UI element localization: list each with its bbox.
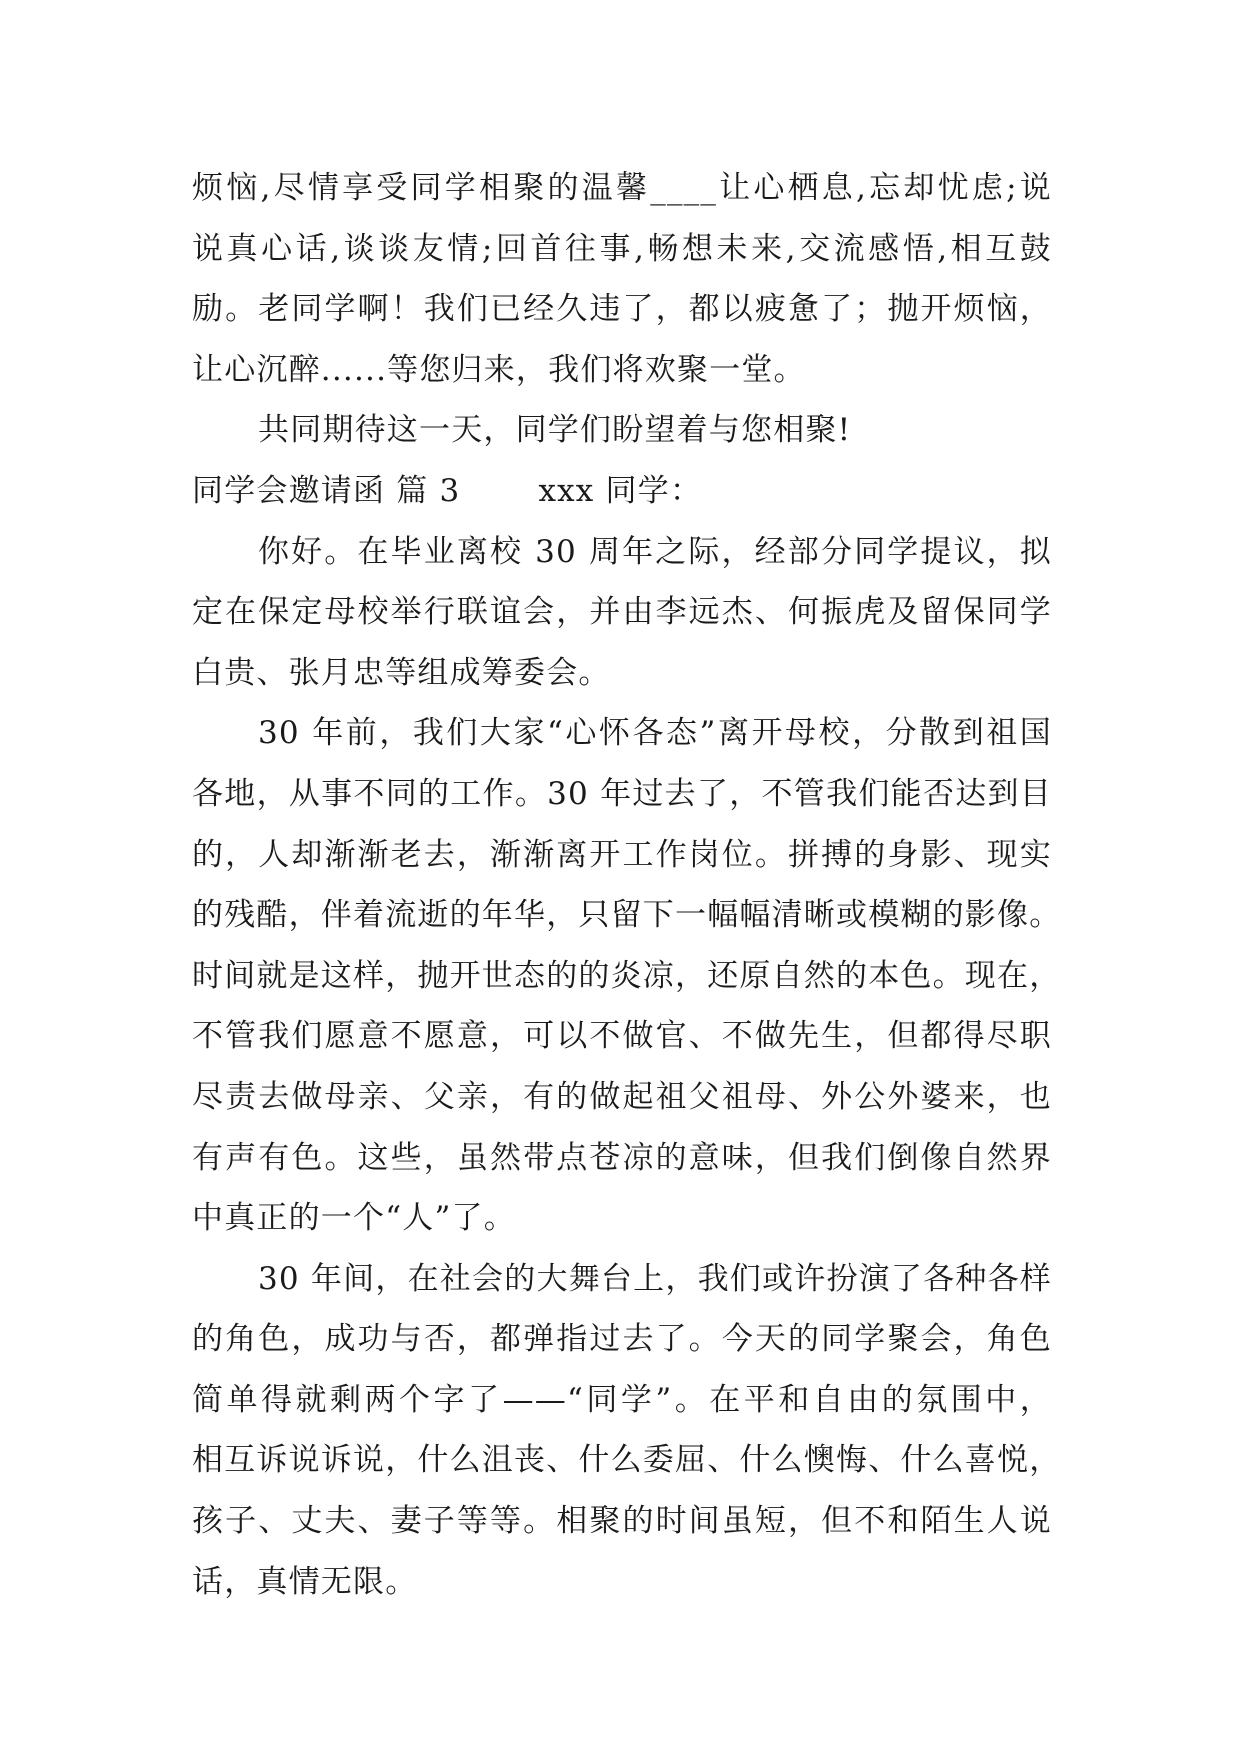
text-line: 30 年前，我们大家“心怀各态”离开母校，分散到祖国 <box>258 715 1052 752</box>
text-line: 的残酷，伴着流逝的年华，只留下一幅幅清晰或模糊的影像。 <box>192 897 1062 934</box>
text-line: 烦恼,尽情享受同学相聚的温馨____让心栖息,忘却忧虑;说 <box>192 170 1052 206</box>
text-line: 简单得就剩两个字了——“同学”。在平和自由的氛围中， <box>192 1381 1052 1418</box>
text-line: 时间就是这样，抛开世态的的炎凉，还原自然的本色。现在， <box>192 957 1062 994</box>
text-line: 你好。在毕业离校 30 周年之际，经部分同学提议，拟 <box>258 533 1052 570</box>
paragraph-closing-previous <box>192 158 1052 400</box>
paragraph-greeting <box>192 522 1052 704</box>
text-line: 共同期待这一天，同学们盼望着与您相聚! <box>258 412 852 449</box>
document-body <box>192 158 1062 1612</box>
paragraph-thirty-years-ago <box>192 703 1062 1248</box>
text-line: 不管我们愿意不愿意，可以不做官、不做先生，但都得尽职 <box>192 1018 1052 1055</box>
text-line: 中真正的一个“人”了。 <box>192 1200 516 1237</box>
text-line: 各地，从事不同的工作。30 年过去了，不管我们能否达到目 <box>192 775 1052 812</box>
paragraph-thirty-years-between <box>192 1249 1062 1613</box>
text-line: 30 年间，在社会的大舞台上，我们或许扮演了各种各样 <box>258 1260 1052 1297</box>
paragraph-looking-forward <box>192 400 1052 461</box>
text-line: 孩子、丈夫、妻子等等。相聚的时间虽短，但不和陌生人说 <box>192 1503 1052 1540</box>
section-heading <box>192 461 1052 522</box>
text-line: 的角色，成功与否，都弹指过去了。今天的同学聚会，角色 <box>192 1321 1052 1358</box>
text-line: 尽责去做母亲、父亲，有的做起祖父祖母、外公外婆来，也 <box>192 1078 1052 1115</box>
text-line: 励。老同学啊！我们已经久违了，都以疲惫了；抛开烦恼， <box>192 291 1052 328</box>
text-line: 的，人却渐渐老去，渐渐离开工作岗位。拼搏的身影、现实 <box>192 836 1052 873</box>
salutation: xxx 同学： <box>538 472 703 509</box>
text-line: 白贵、张月忠等组成筹委会。 <box>192 654 611 691</box>
text-line: 定在保定母校举行联谊会，并由李远杰、何振虎及留保同学 <box>192 594 1052 631</box>
text-line: 说真心话,谈谈友情;回首往事,畅想未来,交流感悟,相互鼓 <box>192 230 1052 267</box>
text-line: 有声有色。这些，虽然带点苍凉的意味，但我们倒像自然界 <box>192 1139 1052 1176</box>
section-title: 同学会邀请函 篇 3 <box>192 472 461 509</box>
text-line: 相互诉说诉说，什么沮丧、什么委屈、什么懊悔、什么喜悦， <box>192 1442 1062 1479</box>
text-line: 话，真情无限。 <box>192 1563 418 1600</box>
text-line: 让心沉醉......等您归来，我们将欢聚一堂。 <box>192 351 806 388</box>
